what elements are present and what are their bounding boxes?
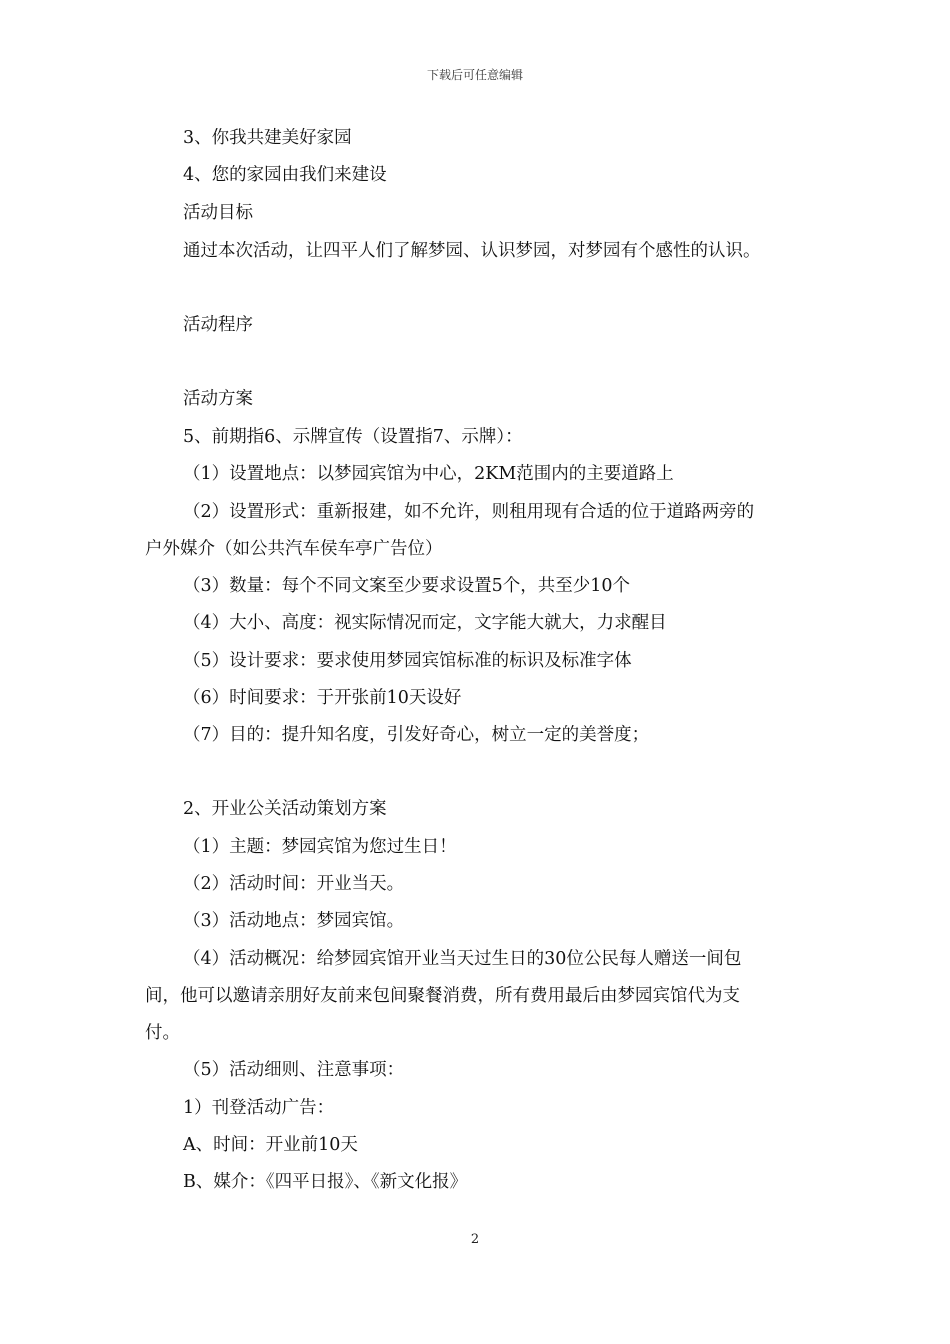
text-line: （7）目的：提升知名度，引发好奇心，树立一定的美誉度；	[183, 725, 650, 745]
text-line: （1）主题：梦园宾馆为您过生日！	[183, 837, 457, 857]
page-number: 2	[470, 1232, 480, 1247]
text-line: （2）设置形式：重新报建，如不允许，则租用现有合适的位于道路两旁的	[183, 502, 755, 522]
text-line: （4）活动概况：给梦园宾馆开业当天过生日的30位公民每人赠送一间包	[183, 949, 742, 969]
text-line: 间，他可以邀请亲朋好友前来包间聚餐消费，所有费用最后由梦园宾馆代为支	[145, 986, 740, 1006]
text-line: （3）活动地点：梦园宾馆。	[183, 911, 405, 931]
text-line: （5）设计要求：要求使用梦园宾馆标准的标识及标准字体	[183, 651, 632, 671]
text-line: B、媒介：《四平日报》、《新文化报》	[183, 1172, 468, 1192]
section-heading: 活动目标	[183, 203, 253, 223]
text-line: A、时间：开业前10天	[183, 1135, 358, 1155]
text-line: 付。	[145, 1023, 180, 1043]
text-line: （4）大小、高度：视实际情况而定，文字能大就大，力求醒目	[183, 613, 667, 633]
text-line: 通过本次活动，让四平人们了解梦园、认识梦园，对梦园有个感性的认识。	[183, 241, 761, 261]
section-heading: 2、开业公关活动策划方案	[183, 799, 387, 819]
page-header: 下载后可任意编辑	[426, 68, 523, 82]
text-line: 5、前期指6、示牌宣传（设置指7、示牌）：	[183, 427, 523, 447]
text-line: 3、你我共建美好家园	[183, 128, 352, 148]
section-heading: 活动程序	[183, 315, 253, 335]
section-heading: 活动方案	[183, 389, 253, 409]
text-line: （1）设置地点：以梦园宾馆为中心，2KM范围内的主要道路上	[183, 464, 674, 484]
text-line: 户外媒介（如公共汽车侯车亭广告位）	[145, 539, 443, 559]
text-line: （3）数量：每个不同文案至少要求设置5个，共至少10个	[183, 576, 631, 596]
text-line: 1）刊登活动广告：	[183, 1098, 335, 1118]
text-line: （6）时间要求：于开张前10天设好	[183, 688, 462, 708]
text-line: （2）活动时间：开业当天。	[183, 874, 405, 894]
text-line: （5）活动细则、注意事项：	[183, 1060, 405, 1080]
text-line: 4、您的家园由我们来建设	[183, 165, 387, 185]
